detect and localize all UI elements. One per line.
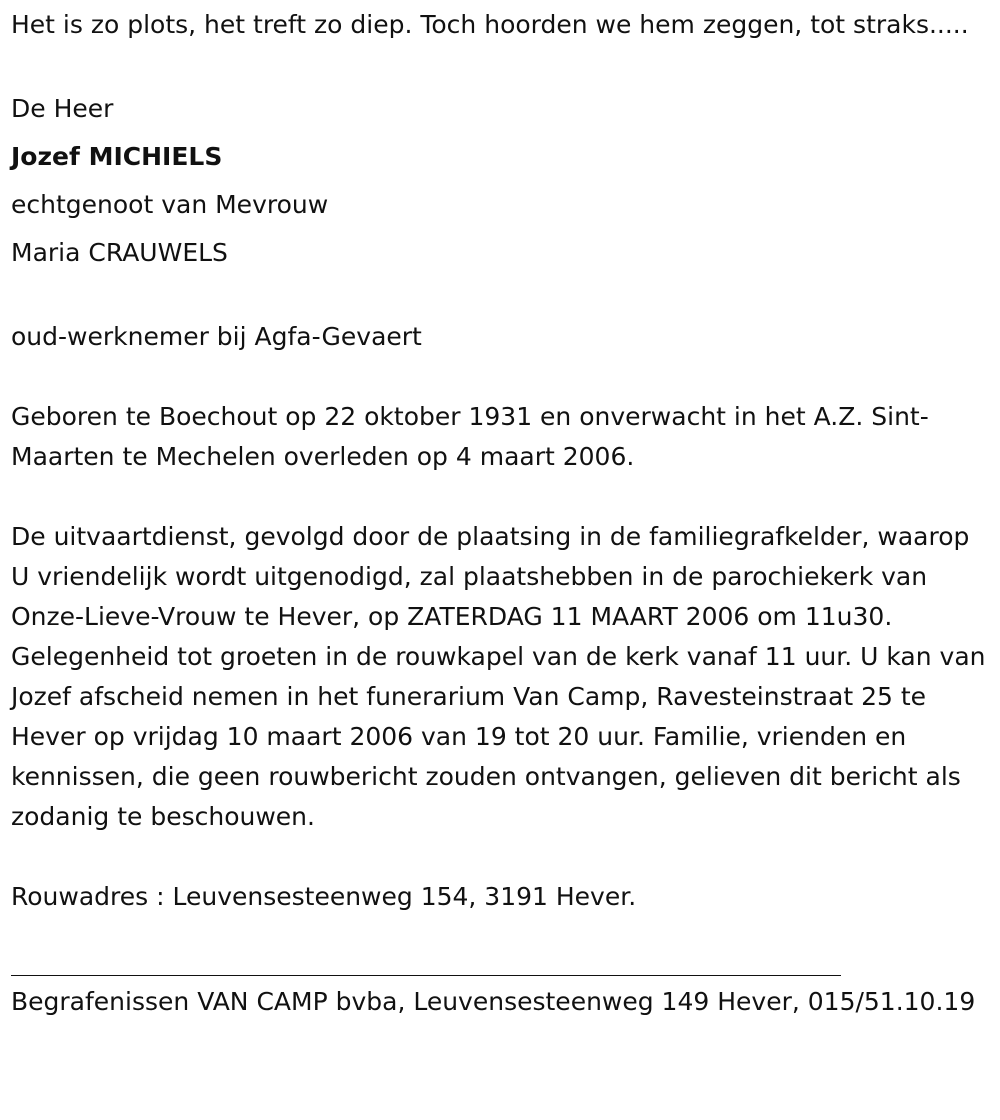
spacer [11, 917, 986, 957]
spacer [11, 477, 986, 517]
birth-death-text: Geboren te Boechout op 22 oktober 1931 en onverwacht in het A.Z. Sint-Maarten te Mechelen overleden op 4 maart 2006. [11, 402, 929, 471]
spacer [11, 357, 986, 397]
occupation-text: oud-werknemer bij Agfa-Gevaert [11, 322, 422, 351]
spouse-line: echtgenoot van Mevrouw [11, 190, 329, 219]
spacer [11, 837, 986, 877]
honorific: De Heer [11, 94, 114, 123]
spouse-name: Maria CRAUWELS [11, 238, 228, 267]
funeral-text: De uitvaartdienst, gevolgd door de plaatsing in de familiegrafkelder, waarop U vriendelijk wordt uitgenodigd, zal plaatshebben in de parochiekerk van Onze-Lieve-Vrouw te Hever, op ZATERDAG 11 MAART 2006 om 11u30. Gelegenheid tot groeten in de rouwkapel van de kerk vanaf 11 uur. U kan van Jozef afscheid nemen in het funerarium Van Camp, Ravesteinstraat 25 te Hever op vrijdag 10 maart 2006 van 19 tot 20 uur. Familie, vrienden en kennissen, die geen rouwbericht zouden ontvangen, gelieven dit bericht als zodanig te beschouwen. [11, 522, 986, 831]
spacer [11, 45, 986, 85]
mourning-address: Rouwadres : Leuvensesteenweg 154, 3191 Hever. [11, 882, 637, 911]
deceased-name: Jozef MICHIELS [11, 142, 223, 171]
intro-text: Het is zo plots, het treft zo diep. Toch hoorden we hem zeggen, tot straks..... [11, 10, 969, 39]
divider-line [11, 975, 841, 976]
obituary-notice [11, 5, 986, 1022]
spacer [11, 277, 986, 317]
undertaker-info: Begrafenissen VAN CAMP bvba, Leuvensesteenweg 149 Hever, 015/51.10.19 [11, 987, 976, 1016]
